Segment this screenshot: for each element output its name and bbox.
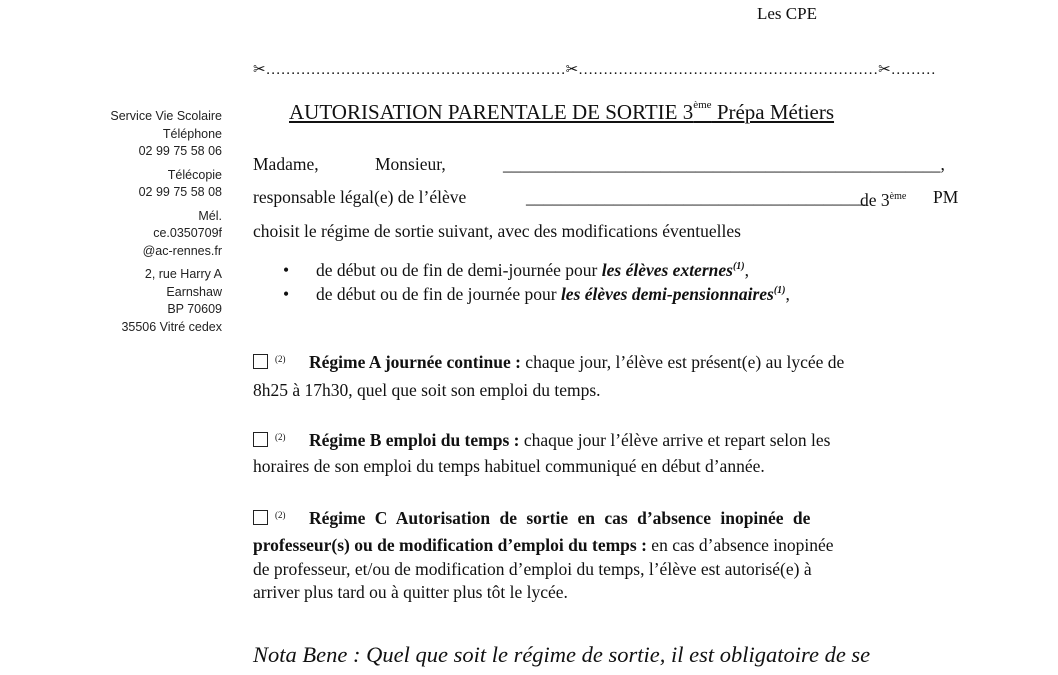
sidebar-line: Earnshaw <box>166 284 222 299</box>
sidebar-line: 02 99 75 58 08 <box>138 185 222 199</box>
class-superscript: ème <box>889 191 907 202</box>
regime-a-title: Régime A journée continue : <box>309 352 521 372</box>
sidebar-line: ce.0350709f <box>153 226 222 240</box>
intro-line-2 <box>253 185 958 209</box>
title-text-end: Prépa Métiers <box>711 100 835 124</box>
regime-c-line-3: de professeur, et/ou de modification d’emploi du temps, l’élève est autorisé(e) à <box>253 559 812 579</box>
scissors-cut-line: ✂……………………………………………………✂……………………………………………………✂……… <box>253 62 936 78</box>
nota-bene: Nota Bene : Quel que soit le régime de sortie, il est obligatoire de se <box>253 642 871 667</box>
sidebar-contact <box>110 108 222 336</box>
sidebar-line: 35506 Vitré cedex <box>121 319 222 334</box>
regime-c-title: Régime C Autorisation de sortie en cas d’absence inopinée de <box>309 508 811 528</box>
bullet-item-demi-pensionnaires: • de début ou de fin de journée pour les élèves demi-pensionnaires$^{(1)}$, <box>283 283 790 304</box>
class-pm: PM <box>933 187 959 207</box>
regime-c-line-1: (2) Régime C Autorisation de sortie en cas d’absence inopinée de <box>253 503 958 530</box>
document-title <box>289 100 834 125</box>
regime-a-line-2: 8h25 à 17h30, quel que soit son emploi du temps. <box>253 380 601 400</box>
sidebar-line: 2, rue Harry A <box>144 267 222 281</box>
intro-line-1 <box>253 152 958 176</box>
sidebar-line: 02 99 75 58 06 <box>138 144 222 158</box>
sidebar-line: Téléphone <box>162 126 222 141</box>
sidebar-line: Télécopie <box>167 167 222 182</box>
regime-a-checkbox[interactable] <box>253 354 268 369</box>
monsieur-label: Monsieur, <box>375 154 446 174</box>
regime-c-line-2: professeur(s) ou de modification d’emploi du temps : en cas d’absence inopinée <box>253 535 834 555</box>
regime-c-line-4: arriver plus tard ou à quitter plus tôt le lycée. <box>253 582 568 602</box>
madame-label: Madame, <box>253 154 319 174</box>
title-text: AUTORISATION PARENTALE DE SORTIE 3 <box>289 100 694 124</box>
class-label: de 3 <box>860 189 890 210</box>
regime-b-checkbox[interactable] <box>253 432 268 447</box>
sidebar-line: Service Vie Scolaire <box>110 109 222 123</box>
responsable-label: responsable légal(e) de l’élève <box>253 187 467 207</box>
regime-b-title: Régime B emploi du temps : <box>309 430 520 450</box>
regime-c-checkbox[interactable] <box>253 510 268 525</box>
sidebar-line: BP 70609 <box>167 302 222 316</box>
sidebar-line: @ac-rennes.fr <box>142 243 222 258</box>
regime-b-line-2: horaires de son emploi du temps habituel communiqué en début d’année. <box>253 456 765 476</box>
parent-name-blank[interactable]: __________________________________________________, <box>503 154 945 174</box>
top-right-label: Les CPE <box>757 4 817 23</box>
title-superscript: ème <box>693 99 712 111</box>
sidebar-line: Mél. <box>198 208 222 223</box>
regime-b-line-1: (2) Régime B emploi du temps : chaque jour l’élève arrive et repart selon les <box>253 425 958 452</box>
regime-c-title-cont: professeur(s) ou de modification d’emploi du temps : <box>253 535 647 555</box>
bullet-item-externes: • de début ou de fin de demi-journée pour les élèves externes$^{(1)}$, <box>283 259 749 280</box>
intro-line-3: choisit le régime de sortie suivant, avec des modifications éventuelles <box>253 221 741 241</box>
student-name-blank[interactable]: _______________________________________ <box>526 187 868 207</box>
regime-a-line-1: (2) Régime A journée continue : chaque jour, l’élève est présent(e) au lycée de <box>253 347 958 374</box>
